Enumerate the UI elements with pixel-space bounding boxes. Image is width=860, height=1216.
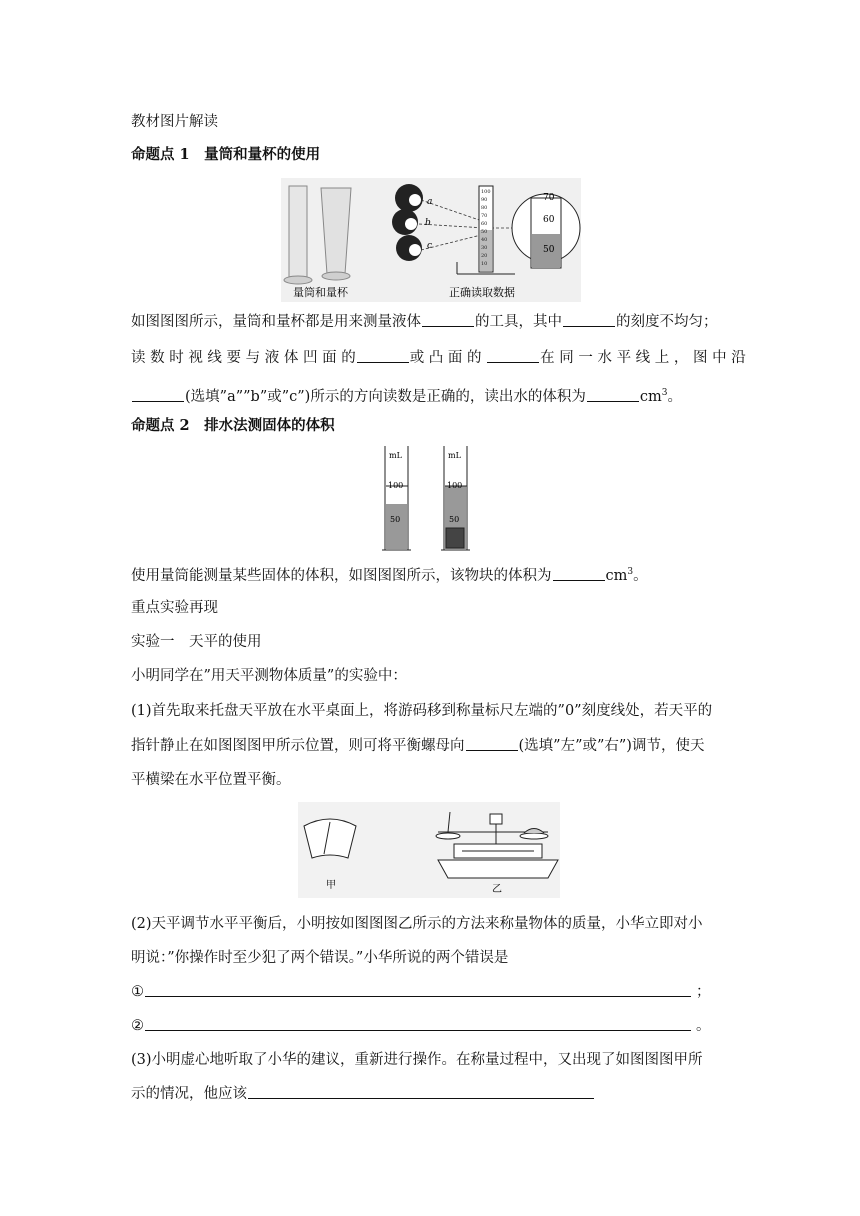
small-scale-tick: 70 — [481, 213, 488, 219]
label-jia: 甲 — [326, 880, 336, 891]
tick-50-right: 50 — [449, 515, 460, 524]
small-scale-tick: 100 — [481, 189, 491, 195]
unit-ml-right: mL — [448, 451, 461, 460]
figure-cylinder-reading — [281, 178, 581, 302]
big-scale-70: 70 — [543, 193, 555, 203]
point1-line1: 如图图图所示，量筒和量杯都是用来测量液体 的工具，其中 的刻度不均匀； — [131, 314, 718, 330]
small-scale-tick: 40 — [481, 237, 488, 243]
q1-line3: 平横梁在水平位置平衡。 — [131, 772, 291, 788]
pointer-dial — [304, 819, 356, 858]
answer-blank[interactable] — [587, 387, 639, 402]
small-scale-tick: 20 — [481, 253, 488, 259]
caption-left: 量筒和量杯 — [293, 286, 348, 299]
q2-line2: 明说：”你操作时至少犯了两个错误。”小华所说的两个错误是 — [131, 950, 509, 966]
section-title: 教材图片解读 — [131, 114, 218, 130]
unit-ml-left: mL — [389, 451, 402, 460]
figure-displacement — [382, 444, 478, 554]
q3-line1: (3)小明虚心地听取了小华的建议，重新进行操作。在称量过程中，又出现了如图图图甲所 — [131, 1052, 703, 1068]
label-b: b — [425, 218, 431, 228]
figure-balance — [298, 802, 560, 898]
point1-line2: 读 数 时 视 线 要 与 液 体 凹 面 的 或 凸 面 的 在 同 一 水 平 线 上 ， 图 中 沿 — [131, 350, 746, 366]
answer-blank[interactable] — [563, 312, 615, 327]
answer-blank[interactable] — [487, 348, 539, 363]
tick-100-left: 100 — [388, 481, 404, 490]
answer-blank[interactable] — [357, 348, 409, 363]
small-scale-tick: 30 — [481, 245, 488, 251]
point2-title: 命题点 2 排水法测固体的体积 — [131, 417, 335, 434]
q1-line2: 指针静止在如图图图甲所示位置，则可将平衡螺母向 (选填”左”或”右”)调节，使天 — [131, 738, 705, 754]
answer-blank[interactable] — [553, 566, 605, 581]
item-2: ② 。 — [131, 1018, 711, 1034]
small-scale-tick: 90 — [481, 197, 488, 203]
small-scale-tick: 10 — [481, 261, 488, 267]
tick-100-right: 100 — [447, 481, 463, 490]
label-a: a — [427, 197, 433, 207]
tick-50-left: 50 — [390, 515, 401, 524]
answer-blank[interactable] — [248, 1084, 594, 1099]
q3-line2: 示的情况，他应该 — [131, 1084, 595, 1104]
experiment-intro: 小明同学在”用天平测物体质量”的实验中： — [131, 668, 407, 684]
experiment-heading: 重点实验再现 — [131, 600, 218, 616]
small-scale-tick: 60 — [481, 221, 488, 227]
q1-line1: (1)首先取来托盘天平放在水平桌面上，将游码移到称量标尺左端的”0”刻度线处，若天平的 — [131, 703, 713, 719]
answer-blank[interactable] — [145, 1016, 691, 1031]
big-scale-50: 50 — [543, 245, 555, 255]
caption-right: 正确读取数据 — [449, 286, 515, 299]
answer-blank[interactable] — [145, 982, 691, 997]
point1-title: 命题点 1 量筒和量杯的使用 — [131, 146, 321, 163]
point1-line3: (选填”a””b”或”c”)所示的方向读数是正确的，读出水的体积为 $cm^3$。 — [131, 383, 682, 407]
label-c: c — [427, 241, 433, 251]
small-scale-tick: 80 — [481, 205, 488, 211]
answer-blank[interactable] — [422, 312, 474, 327]
q2-line1: (2)天平调节水平平衡后，小明按如图图图乙所示的方法来称量物体的质量，小华立即对小 — [131, 916, 703, 932]
big-scale-60: 60 — [543, 215, 555, 225]
point2-line: 使用量筒能测量某些固体的体积，如图图图所示，该物块的体积为 $cm^3$。 — [131, 567, 648, 584]
label-yi: 乙 — [492, 884, 502, 895]
answer-blank[interactable] — [132, 387, 184, 402]
experiment-title: 实验一 天平的使用 — [131, 634, 262, 650]
answer-blank[interactable] — [466, 736, 518, 751]
item-1: ① ； — [131, 984, 711, 1000]
small-scale-tick: 50 — [481, 229, 488, 235]
